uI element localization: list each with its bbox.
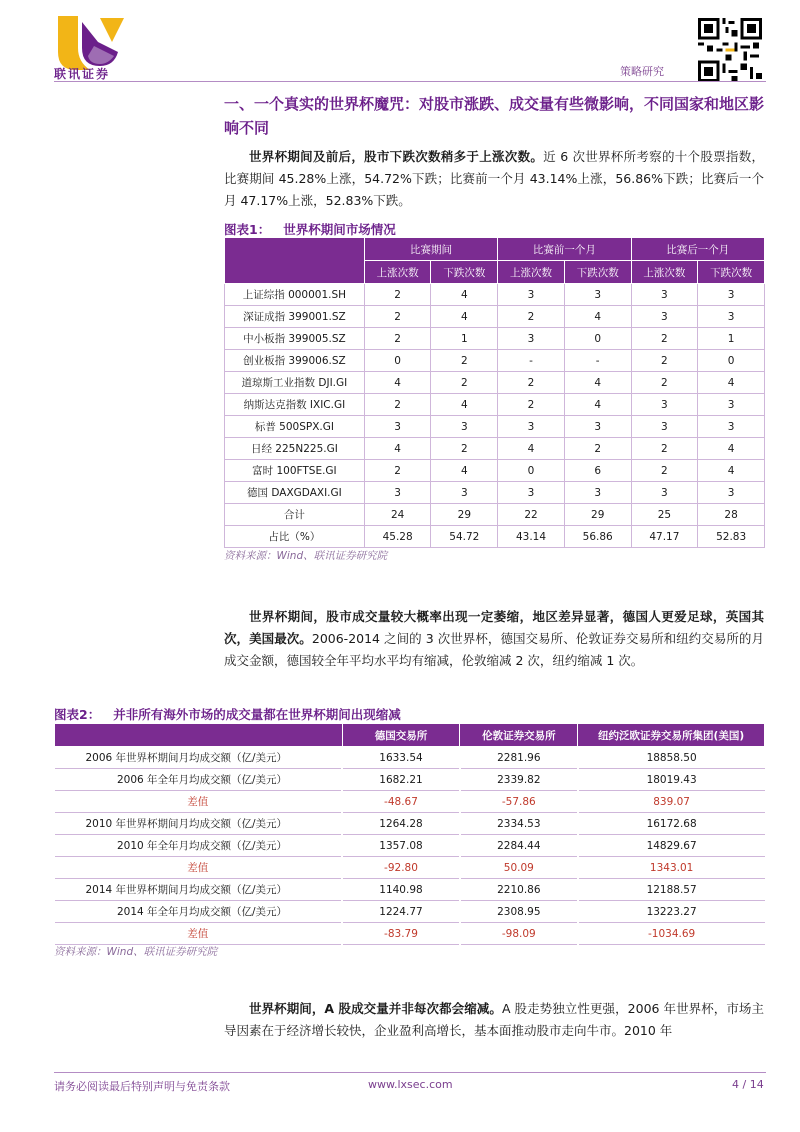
footer-disclaimer[interactable]: 请务必阅读最后特别声明与免责条款 [54,1080,230,1093]
cell-value: 2 [631,328,698,350]
cell-value: 50.09 [460,857,578,879]
table-row [225,504,765,526]
table-row [225,328,765,350]
cell-value: 2 [364,460,431,482]
cell-value: 2 [431,372,498,394]
figure-1-title [224,220,396,238]
paragraph-1-body: 近 6 次世界杯所考察的十个股票指数，比赛期间 45.28%上涨，54.72%下跌；比赛前一个月 43.14%上涨，56.86%下跌；比赛后一个月 47.17%上涨，52.83%下跌。 [224,149,764,208]
group-header: 比赛前一个月 [498,238,631,261]
cell-value: 2 [498,306,565,328]
cell-value: 45.28 [364,526,431,548]
group-header: 比赛后一个月 [631,238,764,261]
cell-value: 2308.95 [460,901,578,923]
cell-value: 0 [698,350,765,372]
sub-header: 上涨次数 [364,261,431,284]
table-row [55,901,765,923]
cell-value: 2 [631,350,698,372]
cell-value: 2334.53 [460,813,578,835]
cell-value: 1264.28 [342,813,460,835]
row-label: 深证成指 399001.SZ [225,306,365,328]
paragraph-3-lead: 世界杯期间，A 股成交量并非每次都会缩减。 [249,1001,502,1016]
table-row [225,438,765,460]
cell-value: 839.07 [578,791,765,813]
row-label: 2010 年全年月均成交额（亿/美元） [55,835,343,857]
cell-value: 3 [698,284,765,306]
header-divider [54,81,766,82]
cell-value: 3 [698,394,765,416]
table-row [225,416,765,438]
cell-value: 1 [698,328,765,350]
cell-value: 29 [431,504,498,526]
cell-value: -92.80 [342,857,460,879]
table-row [55,747,765,769]
cell-value: 3 [498,328,565,350]
page-number: 4 / 14 [732,1078,764,1091]
row-label: 2006 年世界杯期间月均成交额（亿/美元） [55,747,343,769]
paragraph-1 [224,146,764,212]
cell-value: 2 [498,394,565,416]
cell-value: 3 [564,482,631,504]
cell-value: 4 [564,394,631,416]
row-label: 日经 225N225.GI [225,438,365,460]
table-row [225,394,765,416]
paragraph-3 [224,998,764,1042]
cell-value: 29 [564,504,631,526]
row-label: 2010 年世界杯期间月均成交额（亿/美元） [55,813,343,835]
row-label: 标普 500SPX.GI [225,416,365,438]
paragraph-1-lead: 世界杯期间及前后，股市下跌次数稍多于上涨次数。 [249,149,544,164]
cell-value: 3 [631,482,698,504]
cell-value: 24 [364,504,431,526]
cell-value: 2 [364,306,431,328]
cell-value: 4 [698,438,765,460]
cell-value: -98.09 [460,923,578,945]
cell-value: 4 [364,372,431,394]
column-header: 德国交易所 [342,724,460,747]
cell-value: 6 [564,460,631,482]
cell-value: 3 [498,416,565,438]
paragraph-2 [224,606,764,672]
table-row [225,460,765,482]
cell-value: 2 [364,394,431,416]
cell-value: 18019.43 [578,769,765,791]
paragraph-2-lead: 世界杯期间，股市成交量较大概率出现一定萎缩，地区差异显著，德国人更爱足球，英国其次，美国最次。 [224,609,764,646]
market-table [224,237,765,548]
column-header: 纽约泛欧证券交易所集团(美国) [578,724,765,747]
cell-value: 18858.50 [578,747,765,769]
cell-value: 2 [631,438,698,460]
cell-value: 2 [431,350,498,372]
cell-value: 52.83 [698,526,765,548]
cell-value: 14829.67 [578,835,765,857]
paragraph-3-body: A 股走势独立性更强，2006 年世界杯，市场主导因素在于经济增长较快，企业盈利高增长，基本面推动股市走向牛市。2010 年 [224,1001,765,1038]
figure-1-source: 资料来源：Wind、联讯证券研究院 [224,550,388,562]
cell-value: 3 [698,482,765,504]
cell-value: 2 [631,460,698,482]
row-label: 差值 [55,791,343,813]
cell-value: 3 [698,306,765,328]
table-row [225,306,765,328]
cell-value: 47.17 [631,526,698,548]
cell-value: 1 [431,328,498,350]
cell-value: 3 [631,284,698,306]
cell-value: 3 [498,482,565,504]
cell-value: 3 [431,482,498,504]
cell-value: 2210.86 [460,879,578,901]
cell-value: 3 [631,416,698,438]
cell-value: 4 [698,372,765,394]
figure-1-caption: 世界杯期间市场情况 [283,222,396,237]
cell-value: 4 [431,306,498,328]
cell-value: 3 [431,416,498,438]
footer-website-link[interactable]: www.lxsec.com [368,1078,453,1091]
sub-header: 下跌次数 [564,261,631,284]
qr-code [698,18,762,82]
cell-value: 4 [431,460,498,482]
cell-value: 54.72 [431,526,498,548]
sub-header: 上涨次数 [498,261,565,284]
row-label: 纳斯达克指数 IXIC.GI [225,394,365,416]
cell-value: 43.14 [498,526,565,548]
cell-value: 28 [698,504,765,526]
row-label: 富时 100FTSE.GI [225,460,365,482]
row-label: 差值 [55,923,343,945]
sub-header: 下跌次数 [698,261,765,284]
sub-header: 上涨次数 [631,261,698,284]
paragraph-2-body: 2006-2014 之间的 3 次世界杯，德国交易所、伦敦证券交易所和纽约交易所的月成交金额，德国较全年平均水平均有缩减，伦敦缩减 2 次，纽约缩减 1 次。 [224,631,764,668]
cell-value: 1140.98 [342,879,460,901]
cell-value: 4 [431,394,498,416]
difference-row [55,791,765,813]
cell-value: 4 [564,306,631,328]
row-label: 2006 年全年月均成交额（亿/美元） [55,769,343,791]
cell-value: 2 [431,438,498,460]
cell-value: 3 [698,416,765,438]
table-row [225,284,765,306]
row-label: 占比（%） [225,526,365,548]
footer-divider [54,1072,766,1073]
department-label: 策略研究 [620,65,664,78]
row-label: 道琼斯工业指数 DJI.GI [225,372,365,394]
table-row [225,482,765,504]
cell-value: 3 [364,416,431,438]
cell-value: 56.86 [564,526,631,548]
figure-2-source: 资料来源：Wind、联讯证券研究院 [54,946,218,958]
cell-value: 4 [364,438,431,460]
figure-1-label: 图表1： [224,222,271,237]
cell-value: 4 [498,438,565,460]
figure-2-label: 图表2： [54,707,101,722]
figure-2-caption: 并非所有海外市场的成交量都在世界杯期间出现缩减 [113,707,401,722]
sub-header: 下跌次数 [431,261,498,284]
cell-value: -83.79 [342,923,460,945]
cell-value: 3 [631,306,698,328]
group-header: 比赛期间 [364,238,497,261]
cell-value: 4 [564,372,631,394]
cell-value: 3 [364,482,431,504]
row-label: 创业板指 399006.SZ [225,350,365,372]
cell-value: 16172.68 [578,813,765,835]
cell-value: 1682.21 [342,769,460,791]
row-label: 德国 DAXGDAXI.GI [225,482,365,504]
figure-2-title [54,705,401,723]
cell-value: 2284.44 [460,835,578,857]
cell-value: 2281.96 [460,747,578,769]
cell-value: 0 [364,350,431,372]
cell-value: 0 [564,328,631,350]
cell-value: 3 [631,394,698,416]
row-label: 合计 [225,504,365,526]
table-row [225,372,765,394]
row-label: 上证综指 000001.SH [225,284,365,306]
volume-table [54,723,765,945]
table-corner [225,238,365,284]
cell-value: 2339.82 [460,769,578,791]
cell-value: 3 [564,416,631,438]
cell-value: 12188.57 [578,879,765,901]
section-title: 一、一个真实的世界杯魔咒：对股市涨跌、成交量有些微影响，不同国家和地区影响不同 [224,95,765,137]
cell-value: 13223.27 [578,901,765,923]
logo-text: 联讯证券 [54,67,111,81]
table-row [225,350,765,372]
cell-value: 4 [698,460,765,482]
cell-value: 1224.77 [342,901,460,923]
cell-value: 3 [498,284,565,306]
row-label: 中小板指 399005.SZ [225,328,365,350]
cell-value: 0 [498,460,565,482]
cell-value: 1633.54 [342,747,460,769]
cell-value: 4 [431,284,498,306]
cell-value: -48.67 [342,791,460,813]
table-row [55,835,765,857]
cell-value: 2 [564,438,631,460]
cell-value: 25 [631,504,698,526]
row-label: 2014 年世界杯期间月均成交额（亿/美元） [55,879,343,901]
column-header: 伦敦证券交易所 [460,724,578,747]
table-row [55,879,765,901]
cell-value: 2 [364,284,431,306]
row-label: 2014 年全年月均成交额（亿/美元） [55,901,343,923]
cell-value: -57.86 [460,791,578,813]
cell-value: 2 [364,328,431,350]
table-row [55,769,765,791]
cell-value: 2 [498,372,565,394]
row-label: 差值 [55,857,343,879]
table-row [225,526,765,548]
cell-value: 2 [631,372,698,394]
table-corner [55,724,343,747]
difference-row [55,923,765,945]
cell-value: 3 [564,284,631,306]
cell-value: 1343.01 [578,857,765,879]
cell-value: 22 [498,504,565,526]
cell-value: 1357.08 [342,835,460,857]
table-row [55,813,765,835]
cell-value: - [564,350,631,372]
cell-value: - [498,350,565,372]
difference-row [55,857,765,879]
cell-value: -1034.69 [578,923,765,945]
